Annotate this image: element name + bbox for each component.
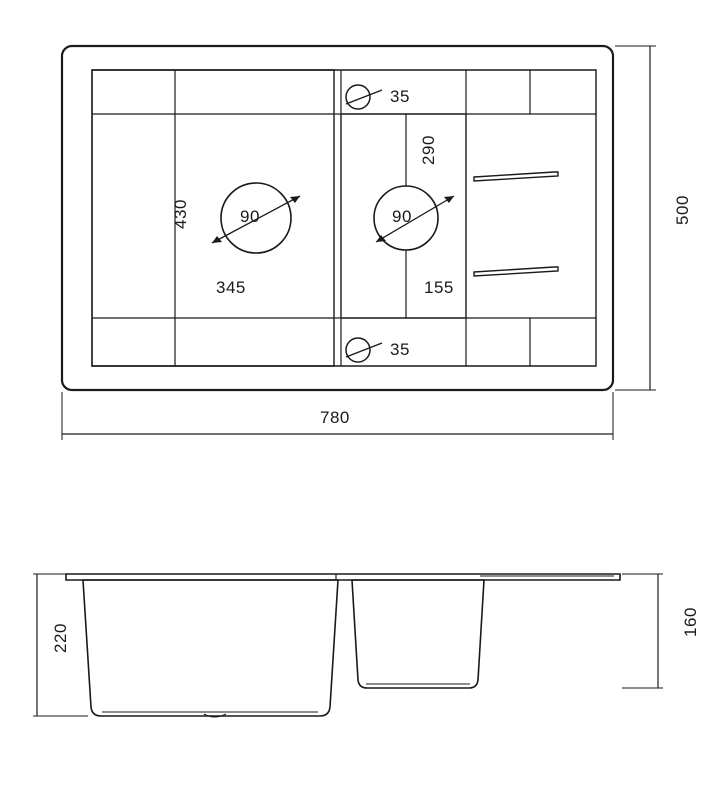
tap-hole-top-circle — [346, 85, 370, 109]
second-bowl-depth-label: 290 — [419, 135, 438, 165]
drainer-rib-upper — [474, 172, 558, 181]
main-drain-arrow-left — [212, 236, 222, 243]
front-view-group — [33, 574, 663, 717]
tap-hole-bottom-circle — [346, 338, 370, 362]
tap-hole-bottom-label: 35 — [390, 340, 410, 359]
main-drain-label: 90 — [240, 207, 260, 226]
second-drain-arrow-right — [444, 196, 454, 203]
second-drain-label: 90 — [392, 207, 412, 226]
tap-hole-bottom-leader — [346, 343, 382, 357]
overall-depth-label: 500 — [673, 195, 692, 225]
second-drain-arrow-left — [376, 235, 386, 242]
second-drain-leader — [376, 196, 454, 242]
drainer-rib-lower — [474, 267, 558, 276]
bowl-height-label: 220 — [51, 623, 70, 653]
front-second-bowl — [352, 580, 484, 688]
front-rim-outline — [66, 574, 620, 580]
overall-height-label: 160 — [681, 607, 700, 637]
main-bowl-depth-label: 430 — [171, 199, 190, 229]
second-bowl-width-label: 155 — [424, 278, 454, 297]
front-main-bowl — [83, 580, 338, 716]
tap-hole-top-leader — [346, 90, 382, 104]
tap-hole-top-label: 35 — [390, 87, 410, 106]
top-view-group — [62, 46, 656, 440]
main-bowl-width-label: 345 — [216, 278, 246, 297]
main-drain-arrow-right — [290, 196, 300, 203]
overall-width-label: 780 — [320, 408, 350, 427]
